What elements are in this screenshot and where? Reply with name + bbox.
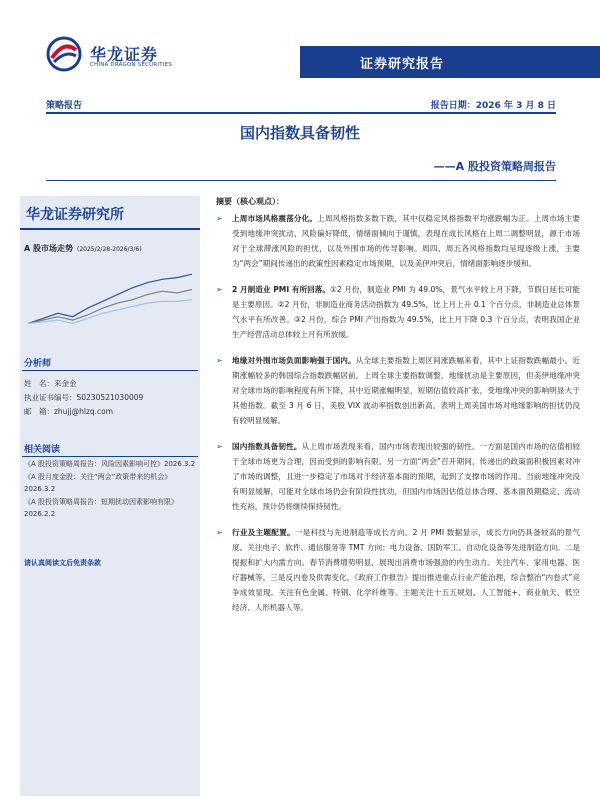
arrow-bullet-icon: ➢	[216, 214, 223, 223]
related-item[interactable]: 《A 股投资策略周报告：短期扰动因素影响有限》2026.2.2	[24, 498, 179, 518]
summary-point	[216, 282, 580, 342]
report-subtitle: ——A 股投资策略周报告	[433, 160, 556, 173]
summary-point	[216, 211, 580, 271]
arrow-bullet-icon: ➢	[216, 442, 223, 451]
point-lead: 上周市场风格震荡分化。	[232, 214, 318, 223]
chart-series-line-3	[28, 300, 192, 324]
point-text: 上周风格指数多数下跌，其中仅稳定风格指数平均涨跌幅为正。上周市场主要受到地缘冲突扰动、风险偏好降低，情绪面倾向于谨慎，表现在成长风格在上周二调整明显，源于市场对于全球滞涨风险的担忧，以及外围市场的传导影响。周四、周五各风格指数均呈现逐级上涨，主要为“两会”期间传递出的政策性因素稳定市场预期，以及美伊冲突后，情绪面影响逐步缓和。	[232, 214, 581, 268]
title-divider	[46, 180, 556, 181]
analyst-email: 邮 箱：zhujj@hlzq.com	[24, 407, 114, 416]
chart-title-text: A 股市场走势	[24, 244, 73, 253]
point-text: 从全球主要指数上周区间涨跌幅来看，其中上证指数跌幅最小。近期涨幅较多的韩国综合指数跌幅居前。上周全球主要指数调整，地缘扰动是主要原因，但美伊地缘冲突对全球市场的影响程度有所下降，其中近期涨幅明显，短期估值较高扩张，受地缘冲突的影响明显大于其他指数。截至 3 月 6 日，美股 VIX 波动率指数创出新高，表明上周美国市场对地缘影响的担忧仍没有较明显缓解。	[232, 356, 581, 425]
point-text: 一是科技与先进制造等成长方向。2 月 PMI 数据显示，成长方向仍具备较高的景气度。关注电子、软件、通信服务等 TMT 方向；电力设备、国防军工、自动化设备等先进制造方向。二是提振和扩大内需方向。春节消费增势明显，展现出消费市场强劲的内生动力。关注汽车、家用电器、医疗器械等。三是反内卷及供需变化。《政府工作报告》提出推进重点行业产能治理，综合整治“内卷式”竞争成效显现。关注有色金属、特钢、化学纤维等。主题关注十五五规划、人工智能+、商业航天、低空经济、人形机器人等。	[232, 528, 580, 612]
company-logo-icon	[46, 36, 82, 72]
related-divider	[22, 456, 198, 457]
arrow-bullet-icon: ➢	[216, 356, 223, 365]
report-category: 策略报告	[46, 101, 83, 111]
arrow-bullet-icon: ➢	[216, 528, 223, 537]
chart-date-range: (2025/2/28-2026/3/6)	[76, 246, 142, 253]
point-lead: 2 月制造业 PMI 有所回落。	[232, 285, 331, 294]
analyst-divider	[22, 370, 198, 371]
analyst-heading: 分析师	[24, 359, 52, 369]
sidebar-divider	[20, 228, 200, 230]
summary-point	[216, 439, 580, 514]
institute-name: 华龙证券研究所	[26, 207, 124, 223]
related-heading: 相关阅读	[24, 445, 61, 455]
brand-name-en: CHINA DRAGON SECURITIES	[90, 62, 173, 68]
report-date: 报告日期：2026 年 3 月 8 日	[430, 101, 556, 111]
summary-point	[216, 353, 580, 428]
point-lead: 行业及主题配置。	[232, 528, 295, 537]
related-item[interactable]: 《A 股投资策略周报告：风险因素影响可控》2026.3.2	[24, 460, 196, 468]
analyst-cert: 执业证书编号：S0230521030009	[24, 393, 144, 402]
disclaimer-note: 请认真阅读文后免责条款	[24, 559, 101, 567]
chart-series-line-2	[28, 290, 192, 324]
summary-points	[216, 211, 580, 626]
chart-title	[24, 243, 142, 254]
point-lead: 地缘对外围市场负面影响强于国内。	[232, 356, 356, 365]
arrow-bullet-icon: ➢	[216, 285, 223, 294]
summary-heading: 摘要（核心观点）：	[216, 197, 284, 206]
report-type-banner	[300, 46, 600, 78]
brand-name: 华龙证券	[90, 45, 159, 64]
point-lead: 国内指数具备韧性。	[232, 442, 302, 451]
analyst-name: 姓 名：来金金	[24, 379, 77, 388]
report-title: 国内指数具备韧性	[239, 124, 360, 142]
market-trend-chart	[22, 258, 198, 338]
header-divider	[46, 112, 556, 114]
point-text: ①2 月份，制造业 PMI 为 49.0%，景气水平较上月下降，节假日延长可能是主要原因。②2 月份，非制造业商务活动指数为 49.5%，比上月上升 0.1 个百分点，非制造业总体景气水平有所改善。③2 月份，综合 PMI 产出指数为 49.5%，比上月下降 0.3 个百分点，表明我国企业生产经营活动总体较上月有所放缓。	[232, 285, 580, 339]
related-item[interactable]: 《A 股月度金股：关注“两会”政策带来的机会》2026.3.2	[24, 473, 172, 493]
summary-point	[216, 525, 580, 615]
point-text: 从上周市场表现来看，国内市场表现出较强的韧性。一方面是国内市场的估值相较于全球市场更为合理，因而受到的影响有限。另一方面“两会”召开期间，传递出的政策面积极因素对冲了市场的调整，且进一步稳定了市场对于经济基本面的预期，起到了支撑市场的作用。当前地缘冲突没有明显缓解，可能对全球市场仍会有阶段性扰动，但国内市场因估值总体合理、基本面预期稳定、流动性充裕，预计仍将继续保持韧性。	[232, 442, 581, 511]
chart-series-line-1	[28, 274, 192, 323]
report-type-label: 证券研究报告	[360, 57, 445, 72]
related-list	[24, 458, 196, 521]
